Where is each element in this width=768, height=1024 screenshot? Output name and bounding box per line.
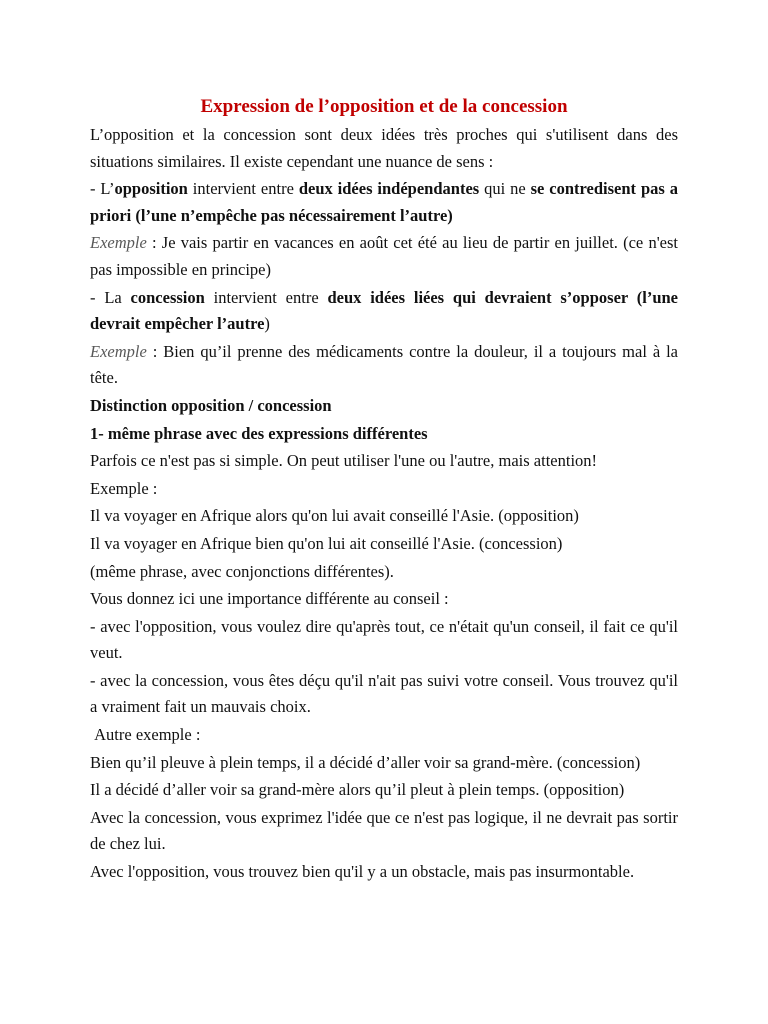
body-line: Il va voyager en Afrique bien qu'on lui ait conseillé l'Asie. (concession) <box>90 533 563 553</box>
body-line: - avec l'opposition, vous voulez dire qu'après tout, ce n'était qu'un conseil, il fait ce qu'il veut. <box>90 616 678 663</box>
body-line: Autre exemple : <box>90 725 201 745</box>
example-1-text: : Je vais partir en vacances en août cet été au lieu de partir en juillet. (ce n'est pas impossible en principe) <box>90 233 678 279</box>
concession-suffix: ) <box>264 314 270 334</box>
body-line: Bien qu’il pleuve à plein temps, il a décidé d’aller voir sa grand-mère. (concession) <box>90 752 641 772</box>
example-2 <box>90 339 678 392</box>
body-line: - avec la concession, vous êtes déçu qu'il n'ait pas suivi votre conseil. Vous trouvez qu'il a vraiment fait un mauvais choix. <box>90 670 678 717</box>
concession-mid: intervient entre <box>204 287 328 307</box>
body-line: Exemple : <box>90 478 158 498</box>
concession-term: concession <box>130 287 205 307</box>
body-line: (même phrase, avec conjonctions différentes). <box>90 561 394 581</box>
opposition-mid2: qui ne <box>479 179 531 199</box>
opposition-prefix: - L’ <box>90 179 115 199</box>
concession-bold1: deux idées liées qui devraient s’opposer (l’une devrait empêcher l’autre <box>90 287 678 334</box>
concession-prefix: - La <box>90 287 131 307</box>
opposition-bold1: deux idées indépendantes <box>298 179 480 199</box>
opposition-definition <box>90 176 678 229</box>
body-line: Vous donnez ici une importance différente au conseil : <box>90 589 449 609</box>
body-line: Il va voyager en Afrique alors qu'on lui avait conseillé l'Asie. (opposition) <box>90 506 579 526</box>
intro-paragraph: L’opposition et la concession sont deux idées très proches qui s'utilisent dans des situations similaires. Il existe cependant une nuance de sens : <box>90 125 678 171</box>
opposition-term: opposition <box>114 179 188 199</box>
example-2-text: : Bien qu’il prenne des médicaments contre la douleur, il a toujours mal à la tête. <box>90 341 678 388</box>
opposition-bold2: se contredisent pas a priori (l’une n’empêche pas nécessairement l’autre) <box>90 179 678 225</box>
concession-definition <box>90 285 678 338</box>
opposition-mid: intervient entre <box>187 179 299 199</box>
example-2-label: Exemple <box>90 341 147 361</box>
body-line: Avec l'opposition, vous trouvez bien qu'il y a un obstacle, mais pas insurmontable. <box>90 862 635 882</box>
example-1 <box>90 230 678 283</box>
body-line: Il a décidé d’aller voir sa grand-mère alors qu’il pleut à plein temps. (opposition) <box>90 780 625 800</box>
section-heading: Distinction opposition / concession <box>90 395 332 415</box>
document-title: Expression de l’opposition et de la concession <box>200 96 568 117</box>
subsection-heading: 1- même phrase avec des expressions différentes <box>90 423 428 443</box>
body-line: Avec la concession, vous exprimez l'idée que ce n'est pas logique, il ne devrait pas sortir de chez lui. <box>90 807 678 854</box>
body-line: Parfois ce n'est pas si simple. On peut utiliser l'une ou l'autre, mais attention! <box>90 451 598 471</box>
example-1-label: Exemple <box>90 233 147 253</box>
